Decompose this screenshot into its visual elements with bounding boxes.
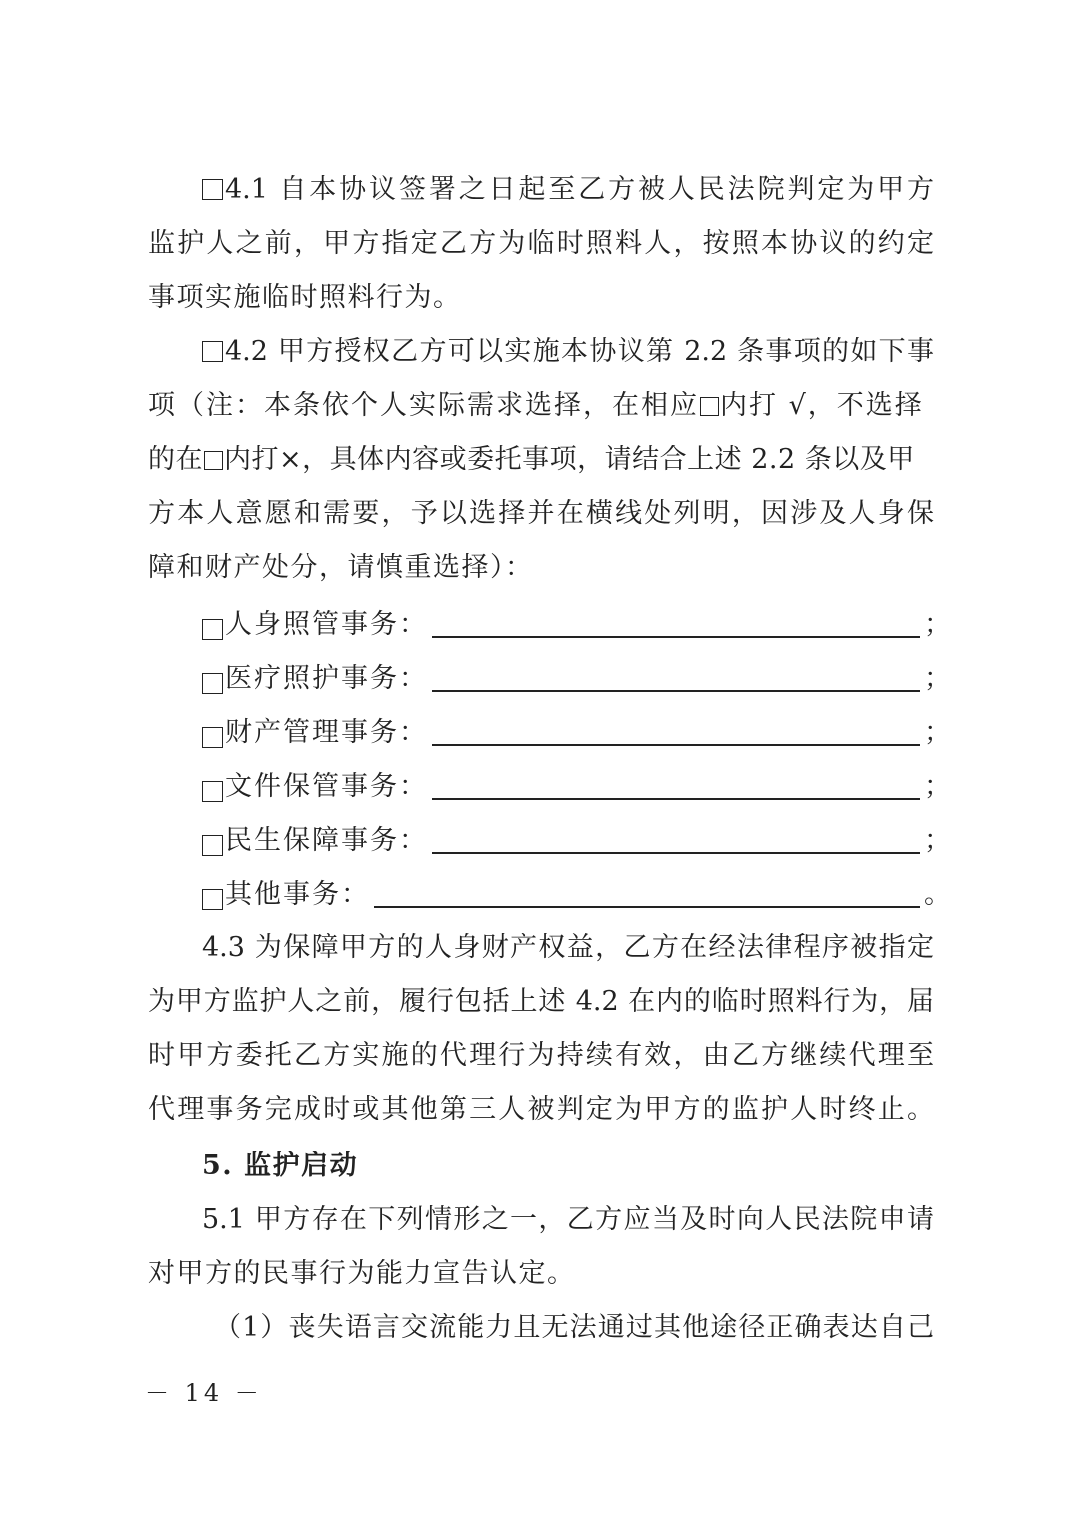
item-end-punct: ； <box>924 717 953 748</box>
item-label: 其他事务： <box>225 879 370 910</box>
blank-line[interactable] <box>432 774 920 800</box>
checkbox-icon[interactable] <box>202 727 223 748</box>
checkbox-icon <box>700 397 719 416</box>
blank-line[interactable] <box>432 666 920 692</box>
para-4-1-line-1: 4.1 自本协议签署之日起至乙方被人民法院判定为甲方 <box>202 175 934 205</box>
checkbox-icon[interactable] <box>202 781 223 802</box>
item-document-custody <box>202 770 953 802</box>
checkbox-icon[interactable] <box>202 179 223 200</box>
item-end-punct: ； <box>924 663 953 694</box>
item-end-punct: ； <box>924 771 953 802</box>
para-4-2-line-2: 项（注：本条依个人实际需求选择，在相应 内打 √，不选择 <box>148 391 924 421</box>
item-property-management <box>202 716 953 748</box>
para-5-1-line-2: 对甲方的民事行为能力宣告认定。 <box>148 1259 576 1289</box>
blank-line[interactable] <box>432 828 920 854</box>
checkbox-icon[interactable] <box>202 341 223 362</box>
page-number: － 14 － <box>145 1379 263 1407</box>
para-5-1-line-1: 5.1 甲方存在下列情形之一，乙方应当及时向人民法院申请 <box>202 1205 934 1235</box>
item-label: 民生保障事务： <box>225 825 428 856</box>
item-end-punct: ； <box>924 609 953 640</box>
item-personal-care <box>202 608 953 640</box>
item-end-punct: ； <box>924 825 953 856</box>
para-4-2-line-3: 的在 内打×，具体内容或委托事项，请结合上述 2.2 条以及甲 <box>148 445 915 475</box>
para-4-3-line-4: 代理事务完成时或其他第三人被判定为甲方的监护人时终止。 <box>148 1095 934 1125</box>
checkbox-icon <box>204 451 223 470</box>
checkbox-icon[interactable] <box>202 619 223 640</box>
item-other-affairs <box>202 878 953 910</box>
checkbox-icon[interactable] <box>202 889 223 910</box>
blank-line[interactable] <box>432 612 920 638</box>
para-4-3-line-3: 时甲方委托乙方实施的代理行为持续有效，由乙方继续代理至 <box>148 1041 934 1071</box>
item-label: 医疗照护事务： <box>225 663 428 694</box>
para-4-2-line-1: 4.2 甲方授权乙方可以实施本协议第 2.2 条事项的如下事 <box>202 337 934 367</box>
checkbox-icon[interactable] <box>202 835 223 856</box>
checkbox-icon[interactable] <box>202 673 223 694</box>
item-label: 财产管理事务： <box>225 717 428 748</box>
item-label: 人身照管事务： <box>225 609 428 640</box>
para-4-3-line-2: 为甲方监护人之前，履行包括上述 4.2 在内的临时照料行为，届 <box>148 987 934 1017</box>
para-4-3-line-1: 4.3 为保障甲方的人身财产权益，乙方在经法律程序被指定 <box>202 933 934 963</box>
item-label: 文件保管事务： <box>225 771 428 802</box>
para-4-2-line-4: 方本人意愿和需要，予以选择并在横线处列明，因涉及人身保 <box>148 499 934 529</box>
item-end-punct: 。 <box>924 879 953 910</box>
para-4-1-line-3: 事项实施临时照料行为。 <box>148 283 462 313</box>
item-medical-care <box>202 662 953 694</box>
blank-line[interactable] <box>374 882 920 908</box>
section-heading-5: 5. 监护启动 <box>202 1151 359 1181</box>
item-livelihood-security <box>202 824 953 856</box>
para-4-2-line-5: 障和财产处分，请慎重选择）： <box>148 553 534 583</box>
para-5-1-item-1: （1）丧失语言交流能力且无法通过其他途径正确表达自己 <box>214 1313 934 1343</box>
para-4-1-line-2: 监护人之前，甲方指定乙方为临时照料人，按照本协议的约定 <box>148 229 934 259</box>
blank-line[interactable] <box>432 720 920 746</box>
